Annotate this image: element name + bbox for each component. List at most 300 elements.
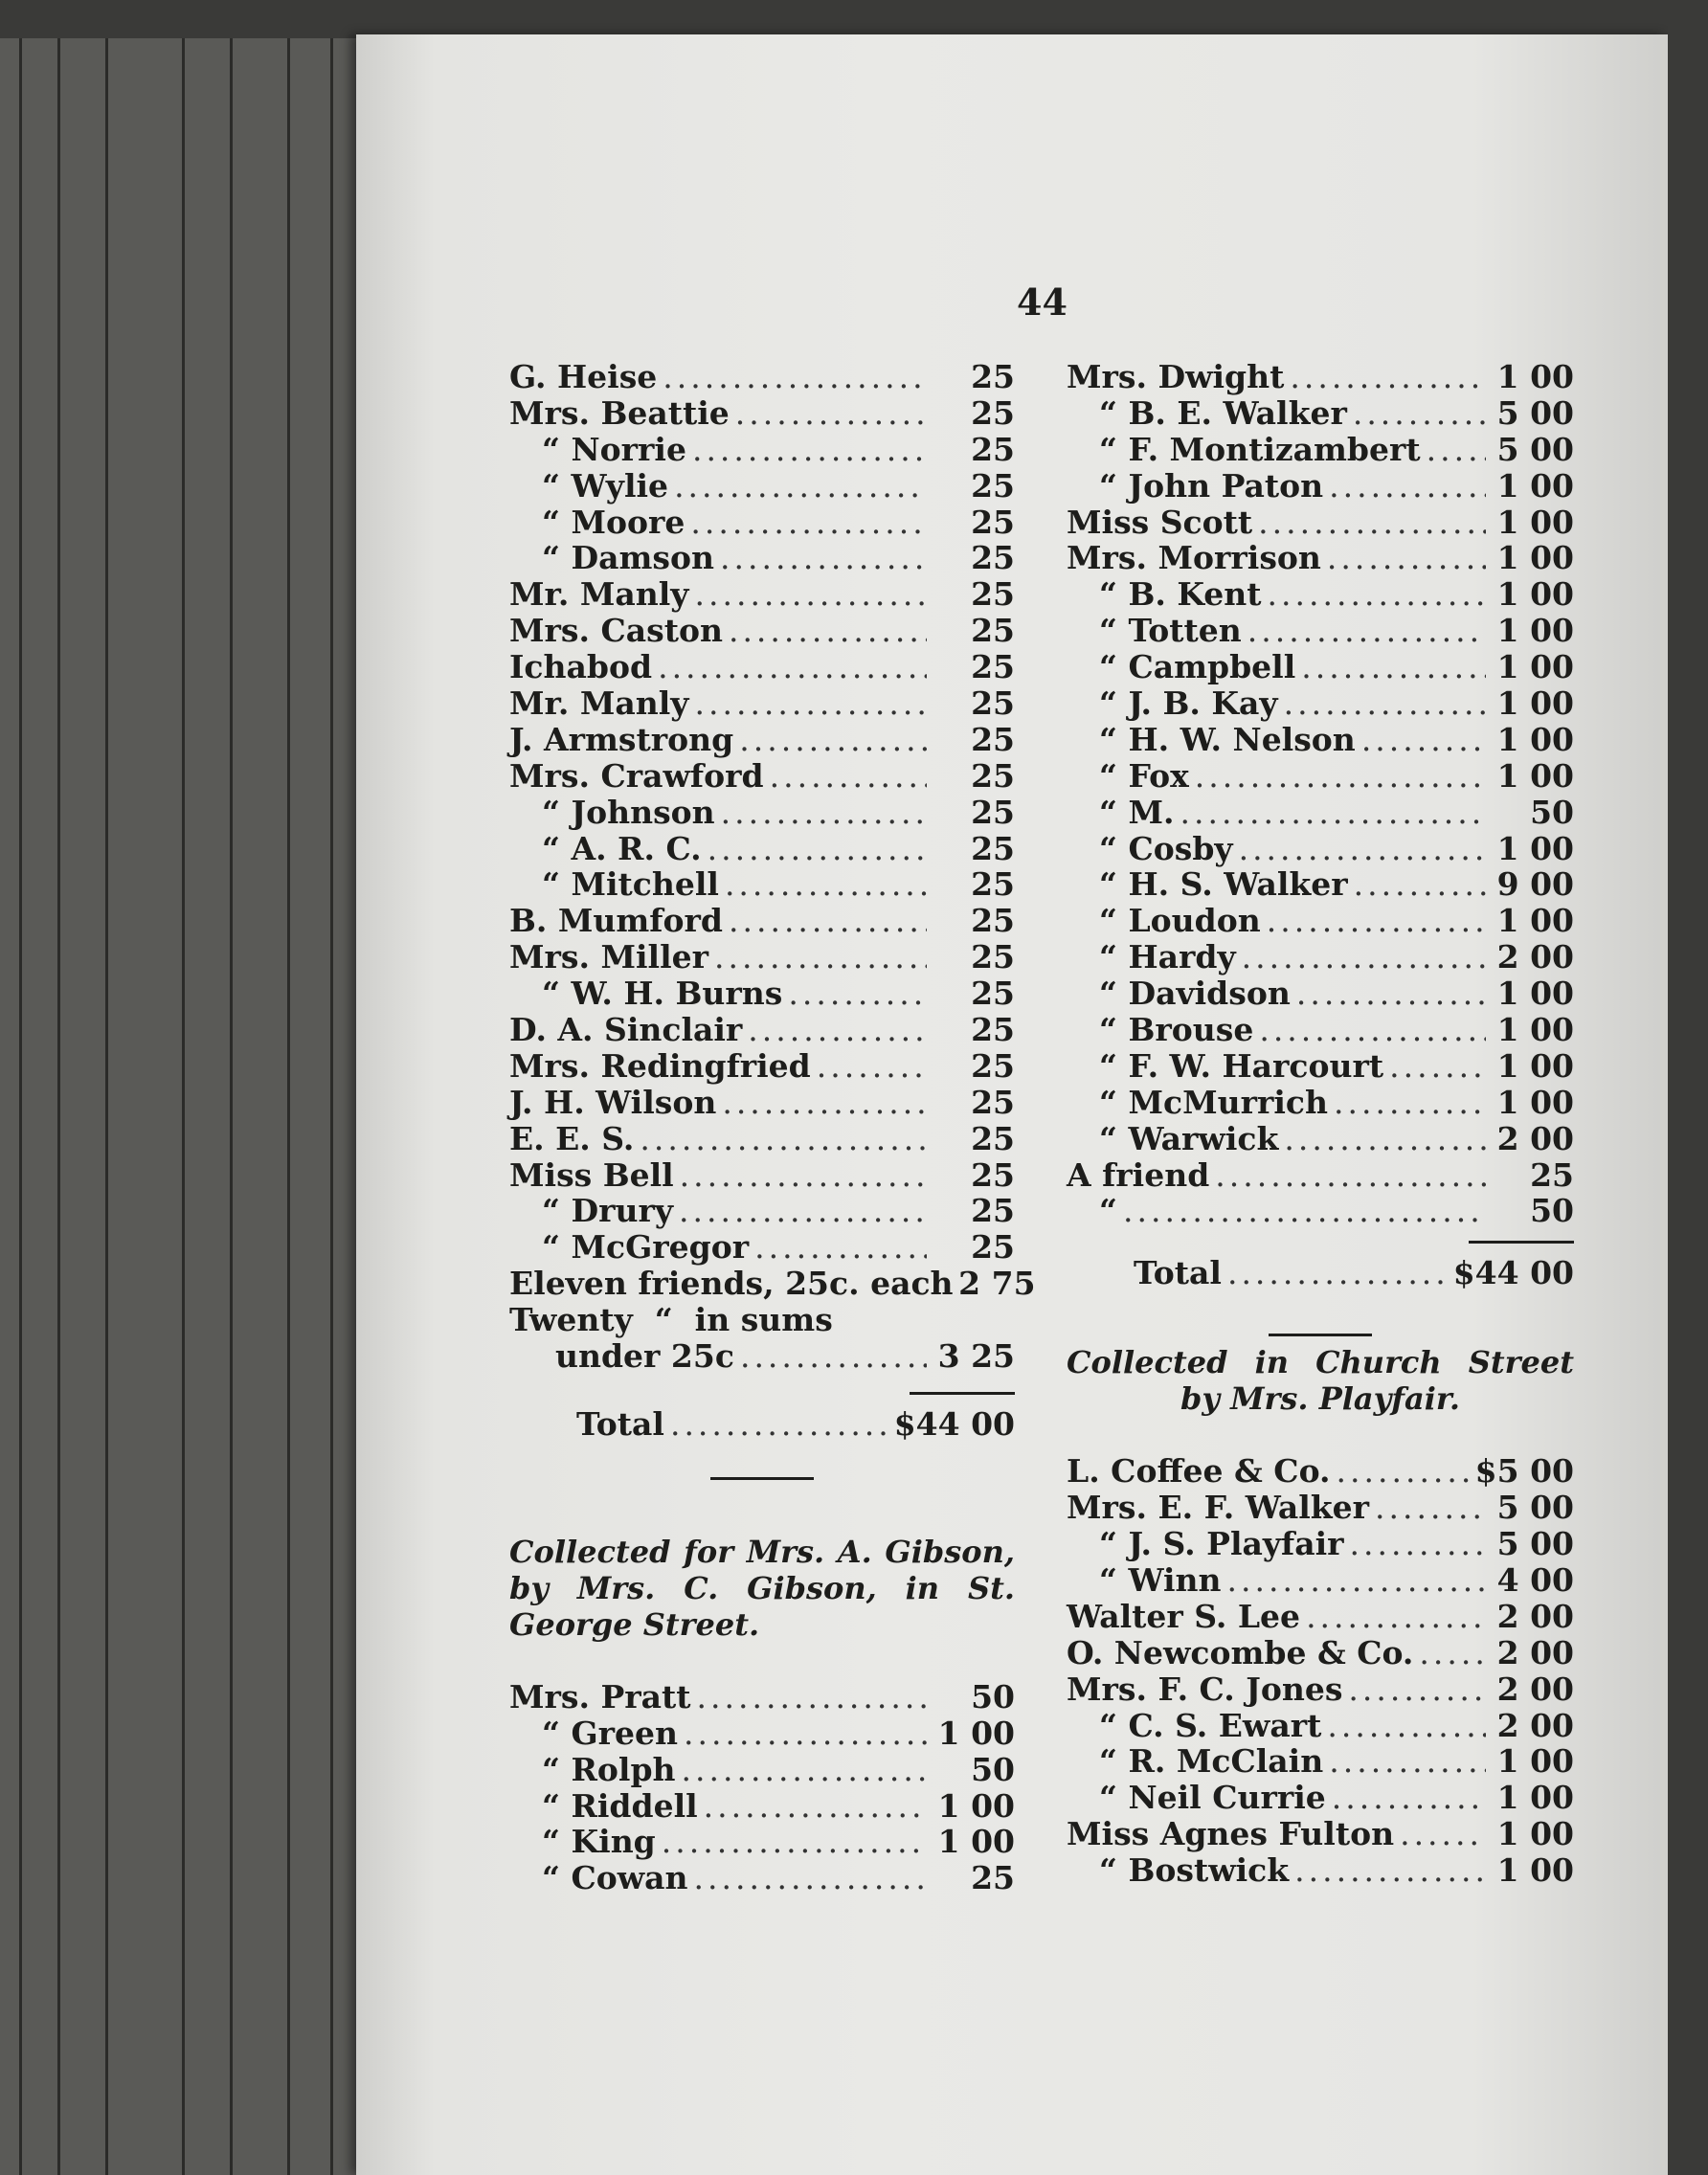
list-item	[1067, 1048, 1574, 1085]
leader-dots	[1284, 1121, 1486, 1157]
entry-name: “ Davidson	[1099, 975, 1291, 1013]
entry-amount: 1 00	[1496, 684, 1574, 723]
list-item	[509, 722, 1015, 758]
page-edge-line	[230, 38, 233, 2175]
list-item	[1067, 1490, 1574, 1526]
entry-name: “ B. Kent	[1099, 575, 1262, 614]
total-rule	[910, 1392, 1015, 1395]
leader-dots	[1361, 722, 1486, 758]
leader-dots	[1215, 1157, 1486, 1194]
entry-name: under 25c	[555, 1337, 734, 1376]
entry-name: Walter S. Lee	[1067, 1597, 1301, 1635]
entry-name: Miss Agnes Fulton	[1067, 1815, 1395, 1853]
list-item	[509, 1085, 1015, 1121]
leader-dots	[725, 866, 927, 903]
list-item	[509, 1752, 1015, 1788]
eleven-friends-row	[509, 1265, 1036, 1303]
total-amount: $44 00	[1452, 1254, 1574, 1292]
entry-name: Twenty “ in sums	[509, 1301, 833, 1339]
entry-name: “ J. S. Playfair	[1099, 1525, 1344, 1563]
list-item	[509, 795, 1015, 831]
entry-amount: 2 00	[1496, 1670, 1574, 1708]
entry-amount: 25	[971, 1046, 1015, 1085]
leader-dots	[694, 1860, 927, 1896]
entry-amount: 25	[971, 1228, 1015, 1267]
entry-amount: 25	[971, 975, 1015, 1013]
entry-amount: 25	[971, 720, 1015, 758]
entry-name: “ Cowan	[542, 1859, 688, 1897]
entry-amount: 25	[971, 393, 1015, 432]
entry-amount: 25	[971, 612, 1015, 650]
entry-name: Mrs. Crawford	[509, 756, 764, 795]
leader-dots	[1195, 758, 1486, 795]
list-item	[1067, 758, 1574, 795]
entry-name: “ C. S. Ewart	[1099, 1706, 1322, 1744]
leader-dots	[694, 576, 927, 613]
entry-name: Mrs. Dwight	[1067, 358, 1285, 395]
list-item	[1067, 540, 1574, 576]
list-item	[1067, 685, 1574, 722]
entry-amount: 25	[971, 430, 1015, 468]
entry-name: Miss Bell	[509, 1155, 674, 1194]
entry-name: “ J. B. Kay	[1099, 684, 1278, 723]
left-list-1	[509, 359, 1015, 1266]
list-item	[1067, 1453, 1574, 1490]
leader-dots	[708, 831, 927, 867]
entry-name: Mrs. Redingfried	[509, 1046, 811, 1085]
entry-amount: 1 00	[937, 1823, 1015, 1861]
list-item	[509, 866, 1015, 903]
list-item	[1067, 468, 1574, 505]
list-item	[1067, 1743, 1574, 1780]
entry-name: Mr. Manly	[509, 684, 689, 723]
entry-name: “ W. H. Burns	[542, 975, 783, 1013]
leader-dots	[1268, 576, 1486, 613]
leader-dots	[1306, 1599, 1486, 1635]
entry-name: “ H. W. Nelson	[1099, 720, 1356, 758]
page-edge-line	[19, 38, 22, 2175]
entry-name: “ John Paton	[1099, 466, 1324, 505]
entry-name: Miss Scott	[1067, 503, 1253, 541]
list-item	[1067, 432, 1574, 468]
entry-name: “ McMurrich	[1099, 1083, 1329, 1121]
list-item	[509, 468, 1015, 505]
leader-dots	[1267, 903, 1486, 939]
list-item	[509, 1860, 1015, 1896]
entry-amount: 25	[971, 793, 1015, 831]
entry-amount: 25	[971, 575, 1015, 614]
entry-name: Mrs. E. F. Walker	[1067, 1489, 1370, 1527]
entry-amount: 9 00	[1496, 865, 1574, 904]
leader-dots	[662, 1824, 927, 1860]
section-heading: Collected for Mrs. A. Gibson, by Mrs. C. Gibson, in St. George Street.	[509, 1533, 1015, 1643]
list-item	[509, 758, 1015, 795]
entry-name: “ F. W. Harcourt	[1099, 1046, 1384, 1085]
total-amount: $44 00	[893, 1404, 1015, 1443]
entry-amount: 2 00	[1496, 1119, 1574, 1157]
entry-name: Eleven friends, 25c. each	[509, 1265, 954, 1303]
leader-dots	[1180, 795, 1487, 831]
entry-name: “ Drury	[542, 1192, 674, 1230]
leader-dots	[714, 939, 927, 975]
entry-amount: 2 00	[1496, 938, 1574, 976]
entry-amount: 25	[971, 358, 1015, 395]
entry-amount: 25	[1530, 1155, 1574, 1194]
list-item	[1067, 903, 1574, 939]
list-item	[509, 1715, 1015, 1752]
list-item	[509, 432, 1015, 468]
entry-amount: 25	[971, 1192, 1015, 1230]
leader-dots	[1301, 649, 1486, 685]
list-item	[1067, 795, 1574, 831]
entry-name: “ Warwick	[1099, 1119, 1279, 1157]
entry-amount: $5 00	[1474, 1452, 1574, 1491]
list-item	[1067, 1599, 1574, 1635]
list-item	[509, 1193, 1015, 1229]
page-number: 44	[1017, 280, 1068, 324]
list-item	[1067, 1635, 1574, 1671]
leader-dots	[694, 685, 927, 722]
leader-dots	[1327, 540, 1486, 576]
entry-name: “ M.	[1099, 793, 1175, 831]
entry-name: “ Campbell	[1099, 648, 1296, 686]
entry-amount: 25	[971, 503, 1015, 541]
list-item	[509, 649, 1015, 685]
entry-name: E. E. S.	[509, 1119, 635, 1157]
leader-dots	[690, 505, 927, 541]
list-item	[1067, 831, 1574, 867]
entry-amount: 1 00	[1496, 1779, 1574, 1817]
leader-dots	[740, 1338, 927, 1375]
list-item	[1067, 722, 1574, 758]
entry-amount: 1 00	[1496, 1046, 1574, 1085]
leader-dots	[674, 468, 927, 505]
entry-amount: 25	[971, 648, 1015, 686]
entry-amount: 1 00	[1496, 1083, 1574, 1121]
entry-amount: 5 00	[1496, 1525, 1574, 1563]
list-item	[509, 540, 1015, 576]
leader-dots	[729, 613, 927, 649]
book-page-edges	[0, 38, 383, 2175]
list-item	[1067, 1193, 1574, 1229]
leader-dots	[1258, 505, 1486, 541]
list-item	[509, 1788, 1015, 1825]
entry-amount: 25	[971, 902, 1015, 940]
entry-name: “ Mitchell	[542, 865, 719, 904]
entry-amount: 25	[971, 756, 1015, 795]
leader-dots	[692, 432, 927, 468]
leader-dots	[739, 722, 927, 758]
list-item	[509, 395, 1015, 432]
entry-amount: 1 00	[1496, 648, 1574, 686]
list-item	[1067, 1816, 1574, 1852]
leader-dots	[1334, 1085, 1486, 1121]
entry-name: “ Johnson	[542, 793, 715, 831]
total-row	[1067, 1255, 1574, 1291]
entry-amount: 1 00	[1496, 466, 1574, 505]
leader-dots	[1242, 939, 1486, 975]
entry-amount: 1 00	[1496, 1851, 1574, 1890]
entry-name: O. Newcombe & Co.	[1067, 1633, 1414, 1671]
entry-amount: 25	[971, 1859, 1015, 1897]
leader-dots	[704, 1788, 927, 1825]
entry-name: “ Damson	[542, 539, 714, 577]
entry-name: B. Mumford	[509, 902, 723, 940]
entry-name: “ McGregor	[542, 1228, 750, 1267]
leader-dots	[1375, 1490, 1486, 1526]
entry-amount: 2 00	[1496, 1706, 1574, 1744]
leader-dots	[1294, 1852, 1486, 1889]
list-item	[509, 359, 1015, 395]
entry-amount: 2 00	[1496, 1633, 1574, 1671]
list-item	[1067, 359, 1574, 395]
leader-dots	[682, 1752, 927, 1788]
leader-dots	[1400, 1816, 1486, 1852]
entry-name: “ Moore	[542, 503, 685, 541]
leader-dots	[1353, 395, 1486, 432]
leader-dots	[1389, 1048, 1486, 1085]
entry-name: Mrs. Pratt	[509, 1677, 691, 1715]
entry-name: Mrs. Caston	[509, 612, 723, 650]
right-list-2	[1067, 1453, 1574, 1889]
leader-dots	[684, 1715, 927, 1752]
entry-name: “ H. S. Walker	[1099, 865, 1348, 904]
entry-amount: 25	[971, 1119, 1015, 1157]
entry-name: “ King	[542, 1823, 656, 1861]
entry-amount: 1 00	[1496, 829, 1574, 867]
entry-name: “ Rolph	[542, 1750, 676, 1788]
list-item	[1067, 866, 1574, 903]
entry-amount: 25	[971, 1011, 1015, 1049]
list-item	[1067, 975, 1574, 1012]
entry-amount: 5 00	[1496, 430, 1574, 468]
list-item	[1067, 1012, 1574, 1048]
entry-name: J. Armstrong	[509, 720, 734, 758]
entry-name: “ Green	[542, 1714, 679, 1752]
total-label: Total	[576, 1404, 664, 1443]
entry-amount: 1 00	[1496, 1011, 1574, 1049]
entry-amount: 50	[971, 1750, 1015, 1788]
total-label: Total	[1134, 1254, 1222, 1292]
entry-amount: 3 25	[937, 1337, 1015, 1376]
list-item	[509, 576, 1015, 613]
entry-name: A friend	[1067, 1155, 1210, 1194]
list-item	[1067, 939, 1574, 975]
leader-dots	[1123, 1193, 1486, 1229]
entry-amount: 50	[1530, 1192, 1574, 1230]
list-item	[1067, 1157, 1574, 1194]
leader-dots	[1427, 432, 1486, 468]
entry-amount: 50	[1530, 793, 1574, 831]
list-item	[1067, 1562, 1574, 1599]
entry-amount: 5 00	[1496, 1489, 1574, 1527]
leader-dots	[735, 395, 927, 432]
entry-amount: 1 00	[937, 1714, 1015, 1752]
entry-amount: 1 00	[1496, 575, 1574, 614]
entry-name: D. A. Sinclair	[509, 1011, 743, 1049]
list-item	[1067, 1085, 1574, 1121]
scan-margin	[1668, 0, 1708, 2175]
entry-amount: 25	[971, 684, 1015, 723]
leader-dots	[729, 903, 927, 939]
entry-name: “ Neil Currie	[1099, 1779, 1326, 1817]
leader-dots	[1337, 1453, 1470, 1490]
entry-name: “ Loudon	[1099, 902, 1261, 940]
entry-amount: 1 00	[1496, 539, 1574, 577]
entry-amount: 1 00	[937, 1786, 1015, 1825]
entry-amount: 1 00	[1496, 720, 1574, 758]
leader-dots	[1239, 831, 1486, 867]
entry-amount: 1 00	[1496, 358, 1574, 395]
leader-dots	[721, 795, 927, 831]
entry-name: J. H. Wilson	[509, 1083, 717, 1121]
list-item	[1067, 1526, 1574, 1562]
entry-name: “ Wylie	[542, 466, 669, 505]
leader-dots	[1296, 975, 1486, 1012]
leader-dots	[1284, 685, 1486, 722]
entry-name: “ Brouse	[1099, 1011, 1254, 1049]
leader-dots	[1290, 359, 1486, 395]
entry-amount: 25	[971, 466, 1015, 505]
page-edge-line	[57, 38, 60, 2175]
entry-amount: 2 00	[1496, 1597, 1574, 1635]
leader-dots	[1259, 1012, 1486, 1048]
page-edge-line	[287, 38, 290, 2175]
entry-name: “ Cosby	[1099, 829, 1233, 867]
entry-amount: 1 00	[1496, 975, 1574, 1013]
list-item	[509, 903, 1015, 939]
leader-dots	[697, 1679, 927, 1715]
entry-name: “ Winn	[1099, 1560, 1222, 1599]
entry-name: Ichabod	[509, 648, 653, 686]
entry-amount: 25	[971, 1083, 1015, 1121]
list-item	[1067, 1121, 1574, 1157]
entry-amount: 25	[971, 539, 1015, 577]
list-item	[509, 613, 1015, 649]
entry-amount: 5 00	[1496, 393, 1574, 432]
list-item	[1067, 1708, 1574, 1744]
leader-dots	[679, 1193, 927, 1229]
leader-dots	[1329, 468, 1486, 505]
leader-dots	[1327, 1708, 1486, 1744]
entry-name: Mrs. Miller	[509, 938, 708, 976]
entry-amount: 2 75	[958, 1265, 1036, 1303]
entry-name: “ R. McClain	[1099, 1742, 1324, 1781]
left-column	[509, 358, 1036, 1897]
leader-dots	[1419, 1635, 1486, 1671]
entry-name: “ Riddell	[542, 1786, 698, 1825]
list-item	[509, 939, 1015, 975]
entry-amount: 4 00	[1496, 1560, 1574, 1599]
entry-amount: 25	[971, 938, 1015, 976]
leader-dots	[770, 758, 927, 795]
entry-name: “ Bostwick	[1099, 1851, 1290, 1890]
list-item	[1067, 1780, 1574, 1816]
list-item	[509, 505, 1015, 541]
list-item	[1067, 576, 1574, 613]
list-item	[509, 685, 1015, 722]
leader-dots	[1226, 1562, 1486, 1599]
entry-amount: 50	[971, 1677, 1015, 1715]
leader-dots	[720, 540, 927, 576]
entry-name: L. Coffee & Co.	[1067, 1452, 1331, 1491]
leader-dots	[1350, 1526, 1486, 1562]
list-item	[509, 1679, 1015, 1715]
entry-name: “ Totten	[1099, 612, 1242, 650]
entry-name: “ Norrie	[542, 430, 686, 468]
entry-name: “ Hardy	[1099, 938, 1236, 976]
leader-dots	[1329, 1743, 1486, 1780]
leader-dots	[754, 1229, 927, 1266]
entry-name: Mrs. Morrison	[1067, 539, 1321, 577]
entry-amount: 1 00	[1496, 756, 1574, 795]
list-item	[509, 1157, 1015, 1194]
list-item	[509, 975, 1015, 1012]
list-item	[509, 831, 1015, 867]
entry-name: Mrs. Beattie	[509, 393, 730, 432]
leader-dots	[1247, 613, 1486, 649]
entry-name: “ A. R. C.	[542, 829, 702, 867]
entry-amount: 25	[971, 1155, 1015, 1194]
leader-dots	[748, 1012, 927, 1048]
page-edge-line	[330, 38, 333, 2175]
entry-name: “ Fox	[1099, 756, 1189, 795]
page-edge-line	[105, 38, 108, 2175]
list-item	[1067, 1671, 1574, 1708]
twenty-row-line2	[509, 1338, 1015, 1375]
leader-dots	[817, 1048, 927, 1085]
entry-name: “ B. E. Walker	[1099, 393, 1347, 432]
entry-amount: 1 00	[1496, 1815, 1574, 1853]
entry-name: Mrs. F. C. Jones	[1067, 1670, 1343, 1708]
list-item	[1067, 649, 1574, 685]
entry-name: “ F. Montizambert	[1099, 430, 1421, 468]
leader-dots	[1332, 1780, 1486, 1816]
leader-dots	[1348, 1671, 1486, 1708]
leader-dots	[640, 1121, 927, 1157]
entry-amount: 1 00	[1496, 612, 1574, 650]
entry-amount: 1 00	[1496, 1742, 1574, 1781]
list-item	[509, 1012, 1015, 1048]
list-item	[509, 1229, 1015, 1266]
leader-dots	[658, 649, 927, 685]
list-item	[509, 1824, 1015, 1860]
list-item	[1067, 613, 1574, 649]
list-item	[509, 1121, 1015, 1157]
entry-name: “	[1099, 1192, 1117, 1230]
total-row	[509, 1406, 1015, 1443]
list-item	[1067, 1852, 1574, 1889]
section-heading: Collected in Church Street by Mrs. Playfair.	[1067, 1344, 1574, 1418]
entry-amount: 1 00	[1496, 902, 1574, 940]
section-divider	[710, 1477, 814, 1480]
left-list-2	[509, 1679, 1015, 1896]
entry-amount: 25	[971, 865, 1015, 904]
section-divider	[1269, 1334, 1372, 1336]
list-item	[509, 1048, 1015, 1085]
leader-dots	[722, 1085, 927, 1121]
leader-dots	[663, 359, 927, 395]
page-edge-line	[182, 38, 185, 2175]
entry-amount: 1 00	[1496, 503, 1574, 541]
entry-amount: 25	[971, 829, 1015, 867]
entry-name: G. Heise	[509, 358, 658, 395]
list-item	[1067, 395, 1574, 432]
total-rule	[1469, 1241, 1574, 1244]
leader-dots	[680, 1157, 927, 1194]
entry-name: Mr. Manly	[509, 575, 689, 614]
list-item	[1067, 505, 1574, 541]
